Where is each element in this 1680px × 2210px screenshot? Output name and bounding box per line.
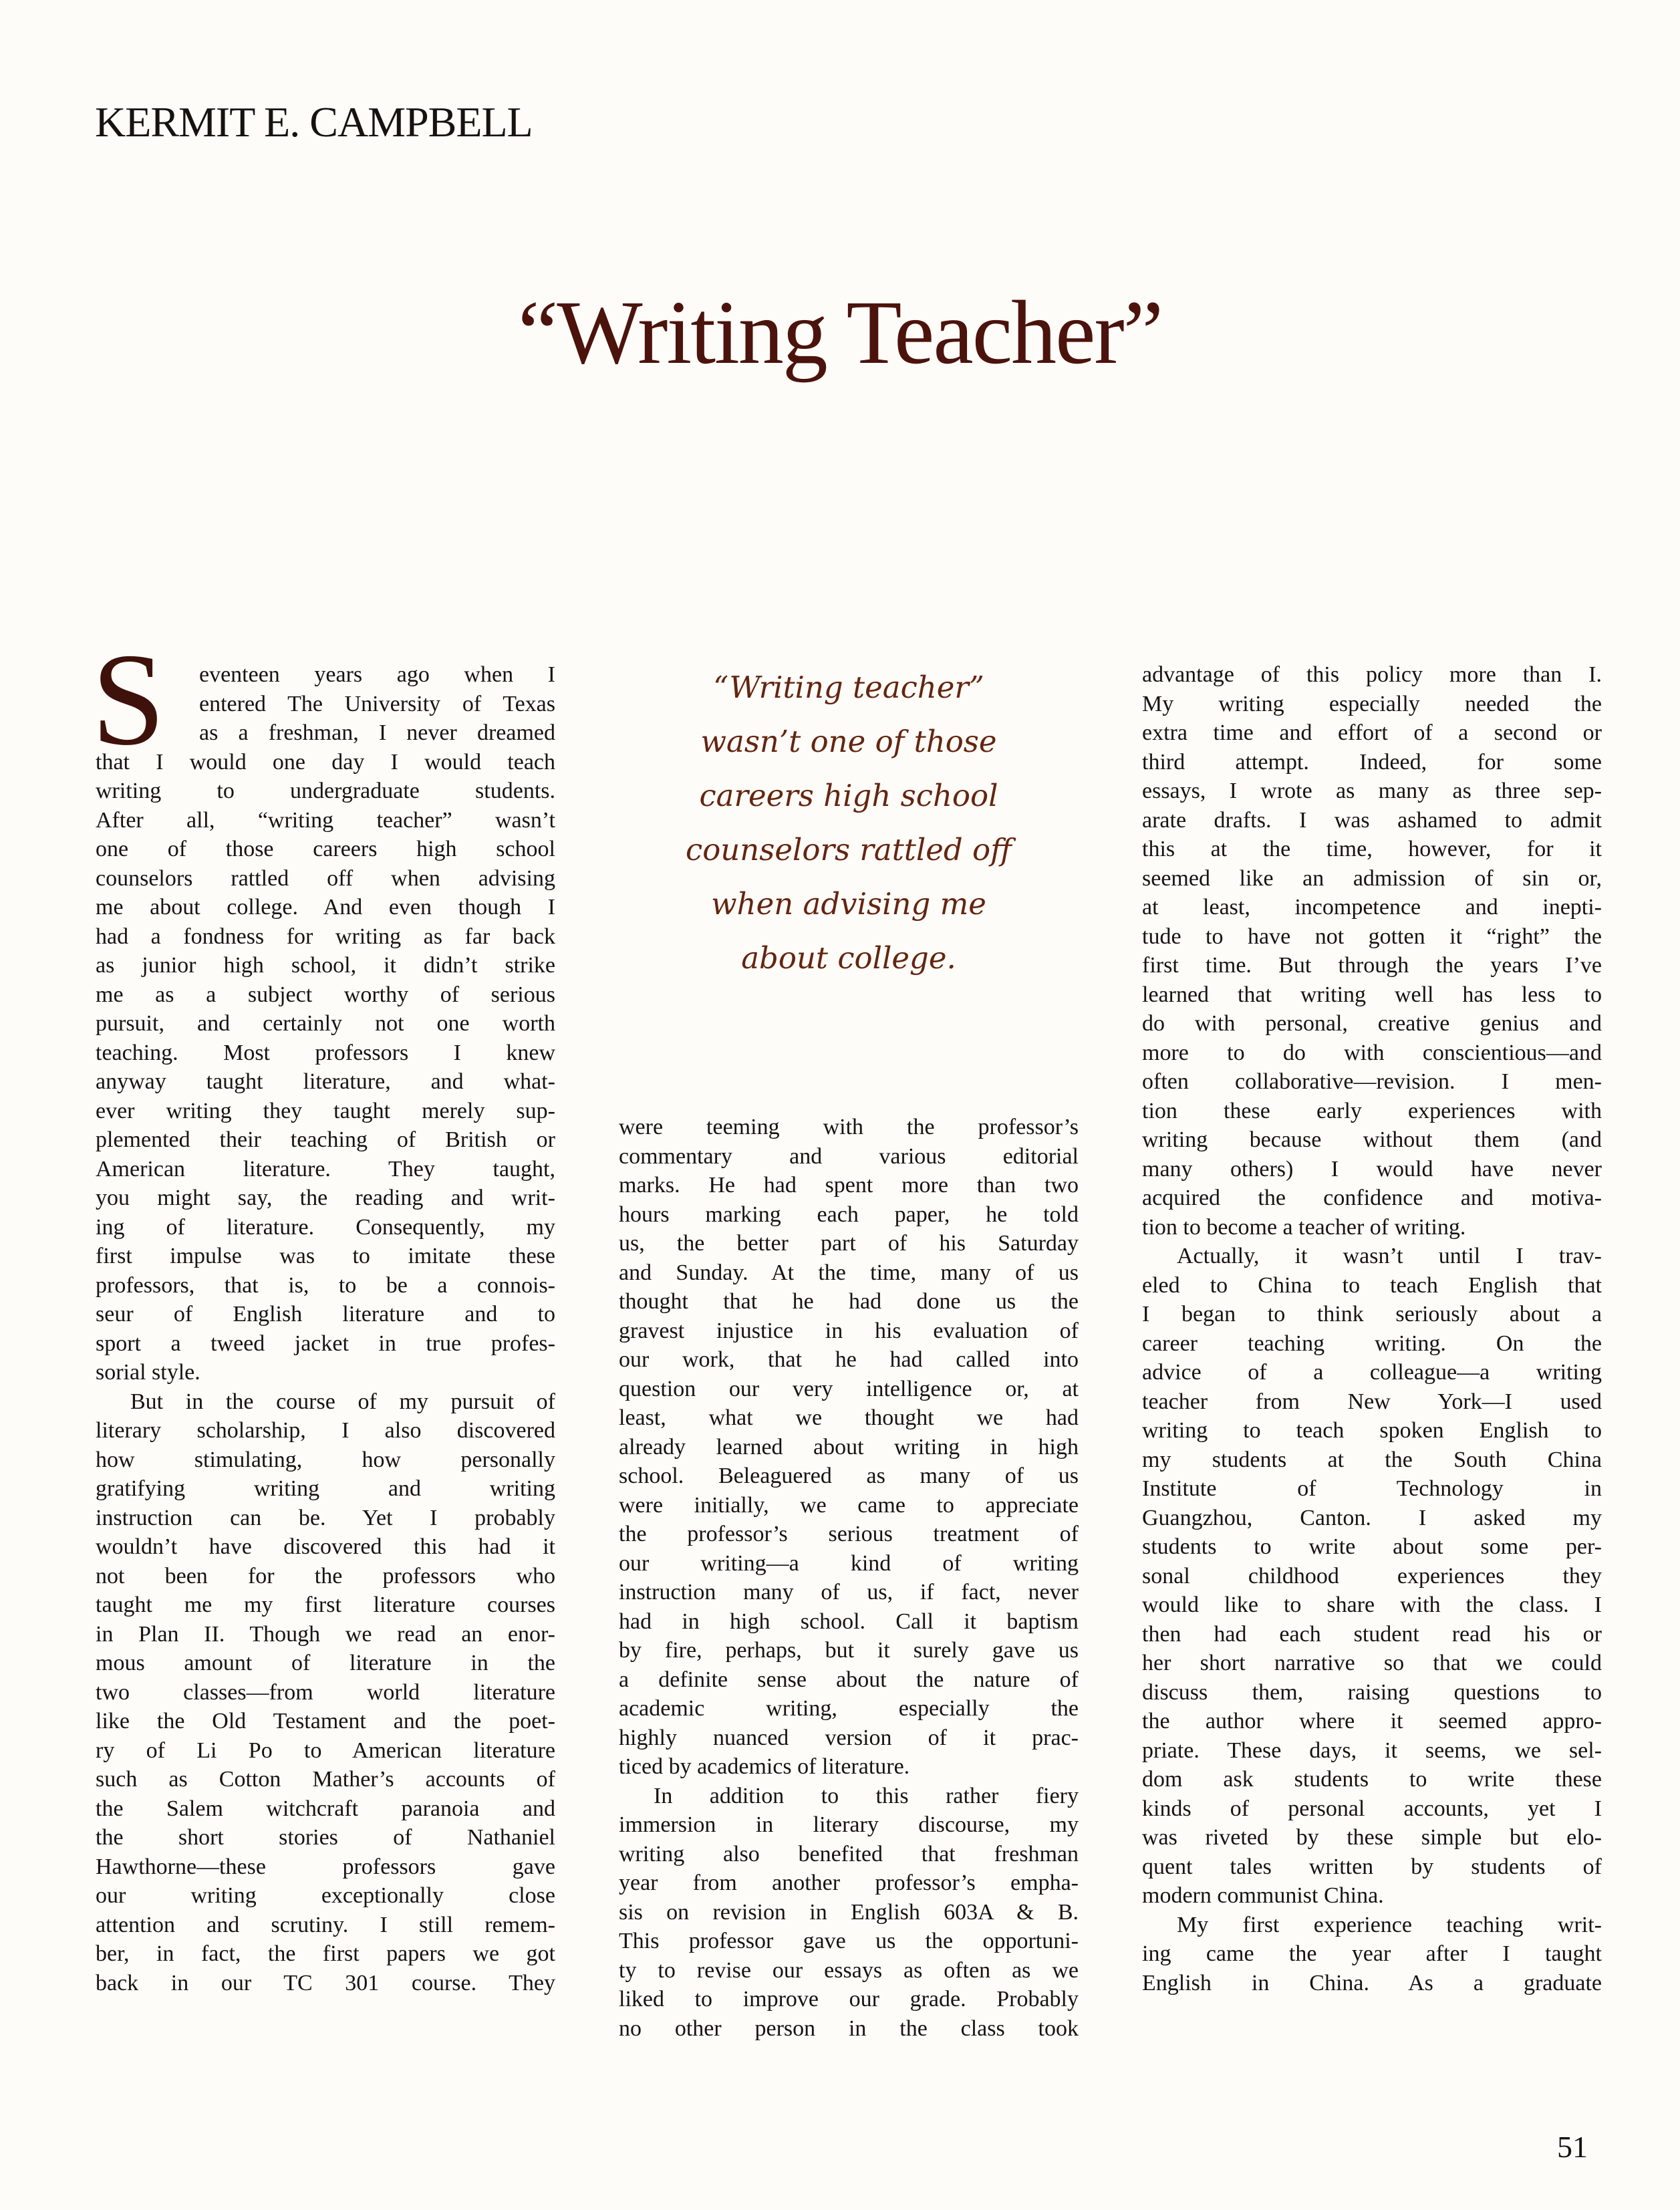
text-column-1	[92, 626, 555, 2043]
body-text-line: marks. He had spent more than two	[619, 1173, 1079, 1198]
body-text-line: immersion in literary discourse, my	[619, 1812, 1079, 1837]
body-text-line: plemented their teaching of British or	[96, 1127, 555, 1152]
body-text-line: sonal childhood experiences they	[1142, 1563, 1602, 1589]
body-text-line: as a freshman, I never dreamed	[199, 720, 555, 745]
body-text-line: back in our TC 301 course. They	[96, 1970, 555, 1995]
pull-quote	[619, 660, 1079, 1113]
body-text-line: sorial style.	[96, 1360, 200, 1385]
body-text-line: ever writing they taught merely sup-	[96, 1098, 555, 1123]
body-text-line: seur of English literature and to	[96, 1302, 555, 1327]
body-text-line: tion these early experiences with	[1142, 1098, 1602, 1123]
body-text-line: the professor’s serious treatment of	[619, 1522, 1079, 1546]
body-text-line: my students at the South China	[1142, 1447, 1602, 1472]
pull-quote-line: careers high school	[699, 778, 998, 813]
body-text-line: writing to teach spoken English to	[1142, 1418, 1602, 1443]
body-text-line: counselors rattled off when advising	[96, 865, 555, 891]
body-text-line: Institute of Technology in	[1142, 1476, 1602, 1501]
body-text-line: advice of a colleague—a writing	[1142, 1360, 1602, 1385]
body-text-line: our writing exceptionally close	[96, 1883, 555, 1908]
body-text-line: literary scholarship, I also discovered	[96, 1418, 555, 1443]
body-text-line: priate. These days, it seems, we sel-	[1142, 1738, 1602, 1763]
body-text-line: how stimulating, how personally	[96, 1447, 555, 1472]
body-text-line: hours marking each paper, he told	[619, 1202, 1079, 1227]
body-text-line: ry of Li Po to American literature	[96, 1738, 555, 1763]
body-text-line: sis on revision in English 603A & B.	[619, 1899, 1079, 1925]
body-text-line: thought that he had done us the	[619, 1289, 1079, 1314]
body-text-line: two classes—from world literature	[96, 1679, 555, 1705]
body-text-line: us, the better part of his Saturday	[619, 1231, 1079, 1256]
body-text-line: gratifying writing and writing	[96, 1476, 555, 1501]
body-text-line: our writing—a kind of writing	[619, 1550, 1079, 1576]
body-text-line: instruction can be. Yet I probably	[96, 1505, 555, 1530]
body-text-line: ber, in fact, the first papers we got	[96, 1941, 555, 1966]
body-text-line: teaching. Most professors I knew	[96, 1040, 555, 1065]
pull-quote-line: about college.	[741, 940, 956, 976]
body-text-line: highly nuanced version of it prac-	[619, 1725, 1079, 1750]
body-text-line: American literature. They taught,	[96, 1156, 555, 1182]
body-text-line: me as a subject worthy of serious	[96, 982, 555, 1007]
body-text-line: eventeen years ago when I	[199, 662, 555, 687]
body-text-line: essays, I wrote as many as three sep-	[1142, 779, 1602, 803]
body-text-line: mous amount of literature in the	[96, 1651, 555, 1675]
body-text-line: and Sunday. At the time, many of us	[619, 1260, 1079, 1285]
drop-cap: S	[92, 626, 166, 773]
body-text-line: me about college. And even though I	[96, 895, 555, 920]
body-text-line: had a fondness for writing as far back	[96, 924, 555, 949]
body-text-line: tude to have not gotten it “right” the	[1142, 924, 1602, 949]
body-text-line: more to do with conscientious—and	[1142, 1040, 1602, 1065]
body-text-line: her short narrative so that we could	[1142, 1651, 1602, 1675]
article-title: “Writing Teacher”	[517, 283, 1163, 383]
body-text-line: writing to undergraduate students.	[96, 779, 555, 803]
body-text-line: quent tales written by students of	[1142, 1854, 1602, 1879]
body-text-line: such as Cotton Mather’s accounts of	[96, 1767, 555, 1792]
body-text-line: English in China. As a graduate	[1142, 1970, 1602, 1995]
body-text-line: were initially, we came to appreciate	[619, 1492, 1079, 1518]
body-text-line: discuss them, raising questions to	[1142, 1679, 1602, 1705]
body-text-line: This professor gave us the opportuni-	[619, 1929, 1079, 1953]
body-text-line: I began to think seriously about a	[1142, 1302, 1602, 1327]
body-text-line: no other person in the class took	[619, 2016, 1079, 2041]
body-text-line: students to write about some per-	[1142, 1534, 1602, 1559]
body-text-line: My writing especially needed the	[1142, 691, 1602, 716]
text-column-2	[619, 660, 1079, 2043]
body-text-line: teacher from New York—I used	[1142, 1389, 1602, 1414]
body-text-line: question our very intelligence or, at	[619, 1376, 1079, 1401]
body-text-line: least, what we thought we had	[619, 1405, 1079, 1430]
pull-quote-line: “Writing teacher”	[713, 670, 984, 705]
body-text-line: that I would one day I would teach	[96, 749, 555, 775]
body-text-line: career teaching writing. On the	[1142, 1331, 1602, 1356]
body-text-line: entered The University of Texas	[199, 691, 555, 716]
body-text-line: attention and scrutiny. I still remem-	[96, 1912, 555, 1937]
body-text-line: school. Beleaguered as many of us	[619, 1464, 1079, 1488]
body-text-line: year from another professor’s empha-	[619, 1871, 1079, 1895]
body-text-line: kinds of personal accounts, yet I	[1142, 1796, 1602, 1821]
body-text-line: the short stories of Nathaniel	[96, 1825, 555, 1850]
body-text-line: you might say, the reading and writ-	[96, 1186, 555, 1210]
body-text-line: writing also benefited that freshman	[619, 1841, 1079, 1867]
body-text-line: ticed by academics of literature.	[619, 1754, 910, 1779]
body-text-line: were teeming with the professor’s	[619, 1115, 1079, 1139]
body-text-line: our work, that he had called into	[619, 1347, 1079, 1372]
body-text-line: the Salem witchcraft paranoia and	[96, 1796, 555, 1821]
text-column-3	[1142, 660, 1602, 2043]
body-text-line: not been for the professors who	[96, 1563, 555, 1589]
body-text-line: third attempt. Indeed, for some	[1142, 749, 1602, 775]
body-text-line: After all, “writing teacher” wasn’t	[96, 807, 555, 833]
body-text-line: first time. But through the years I’ve	[1142, 953, 1602, 978]
body-text-line: first impulse was to imitate these	[96, 1244, 555, 1268]
body-text-line: dom ask students to write these	[1142, 1767, 1602, 1792]
body-text-line: liked to improve our grade. Probably	[619, 1987, 1079, 2012]
body-text-line: wouldn’t have discovered this had it	[96, 1534, 555, 1559]
body-text-line: In addition to this rather fiery	[654, 1783, 1079, 1808]
body-text-line: advantage of this policy more than I.	[1142, 662, 1602, 687]
body-text-line: modern communist China.	[1142, 1883, 1384, 1908]
body-text-line: commentary and various editorial	[619, 1143, 1079, 1169]
body-text-line: sport a tweed jacket in true profes-	[96, 1331, 555, 1356]
pull-quote-line: counselors rattled off	[686, 832, 1012, 867]
body-text-line: eled to China to teach English that	[1142, 1272, 1602, 1298]
body-text-line: seemed like an admission of sin or,	[1142, 865, 1602, 891]
body-text-line: as junior high school, it didn’t strike	[96, 953, 555, 978]
body-text-line: had in high school. Call it baptism	[619, 1609, 1079, 1634]
body-text-line: learned that writing well has less to	[1142, 982, 1602, 1007]
body-text-line: extra time and effort of a second or	[1142, 720, 1602, 745]
body-text-line: anyway taught literature, and what-	[96, 1069, 555, 1094]
body-text-line: gravest injustice in his evaluation of	[619, 1318, 1079, 1343]
body-text-line: by fire, perhaps, but it surely gave us	[619, 1638, 1079, 1663]
body-text-line: tion to become a teacher of writing.	[1142, 1214, 1466, 1240]
body-text-line: Guangzhou, Canton. I asked my	[1142, 1505, 1602, 1530]
body-text-line: one of those careers high school	[96, 837, 555, 861]
body-text-line: already learned about writing in high	[619, 1434, 1079, 1460]
body-text-line: this at the time, however, for it	[1142, 837, 1602, 861]
body-text-line: ing came the year after I taught	[1142, 1941, 1602, 1966]
body-text-line: in Plan II. Though we read an enor-	[96, 1621, 555, 1647]
page-number: 51	[1557, 2130, 1588, 2164]
author-byline: KERMIT E. CAMPBELL	[95, 98, 533, 146]
body-text-line: the author where it seemed appro-	[1142, 1709, 1602, 1734]
body-text-line: was riveted by these simple but elo-	[1142, 1825, 1602, 1850]
pull-quote-line: wasn’t one of those	[700, 724, 997, 759]
body-text-line: ing of literature. Consequently, my	[96, 1214, 555, 1240]
body-text-line: acquired the confidence and motiva-	[1142, 1186, 1602, 1210]
body-text-line: Hawthorne—these professors gave	[96, 1854, 555, 1879]
body-text-line: often collaborative—revision. I men-	[1142, 1069, 1602, 1094]
body-text-line: at least, incompetence and inepti-	[1142, 895, 1602, 920]
body-text-line: pursuit, and certainly not one worth	[96, 1011, 555, 1036]
article-body	[92, 626, 1602, 2043]
body-text-line: then had each student read his or	[1142, 1621, 1602, 1647]
body-text-line: do with personal, creative genius and	[1142, 1011, 1602, 1036]
body-text-line: professors, that is, to be a connois-	[96, 1272, 555, 1298]
body-text-line: writing because without them (and	[1142, 1127, 1602, 1152]
body-text-line: like the Old Testament and the poet-	[96, 1709, 555, 1734]
body-text-line: arate drafts. I was ashamed to admit	[1142, 807, 1602, 833]
body-text-line: academic writing, especially the	[619, 1696, 1079, 1721]
body-text-line: taught me my first literature courses	[96, 1593, 555, 1617]
body-text-line: instruction many of us, if fact, never	[619, 1580, 1079, 1605]
body-text-line: many others) I would have never	[1142, 1156, 1602, 1182]
body-text-line: a definite sense about the nature of	[619, 1667, 1079, 1692]
body-text-line: Actually, it wasn’t until I trav-	[1177, 1244, 1602, 1268]
body-text-line: But in the course of my pursuit of	[130, 1389, 555, 1414]
body-text-line: would like to share with the class. I	[1142, 1593, 1602, 1617]
body-text-line: ty to revise our essays as often as we	[619, 1957, 1079, 1983]
pull-quote-line: when advising me	[711, 886, 986, 922]
body-text-line: My first experience teaching writ-	[1177, 1912, 1602, 1937]
